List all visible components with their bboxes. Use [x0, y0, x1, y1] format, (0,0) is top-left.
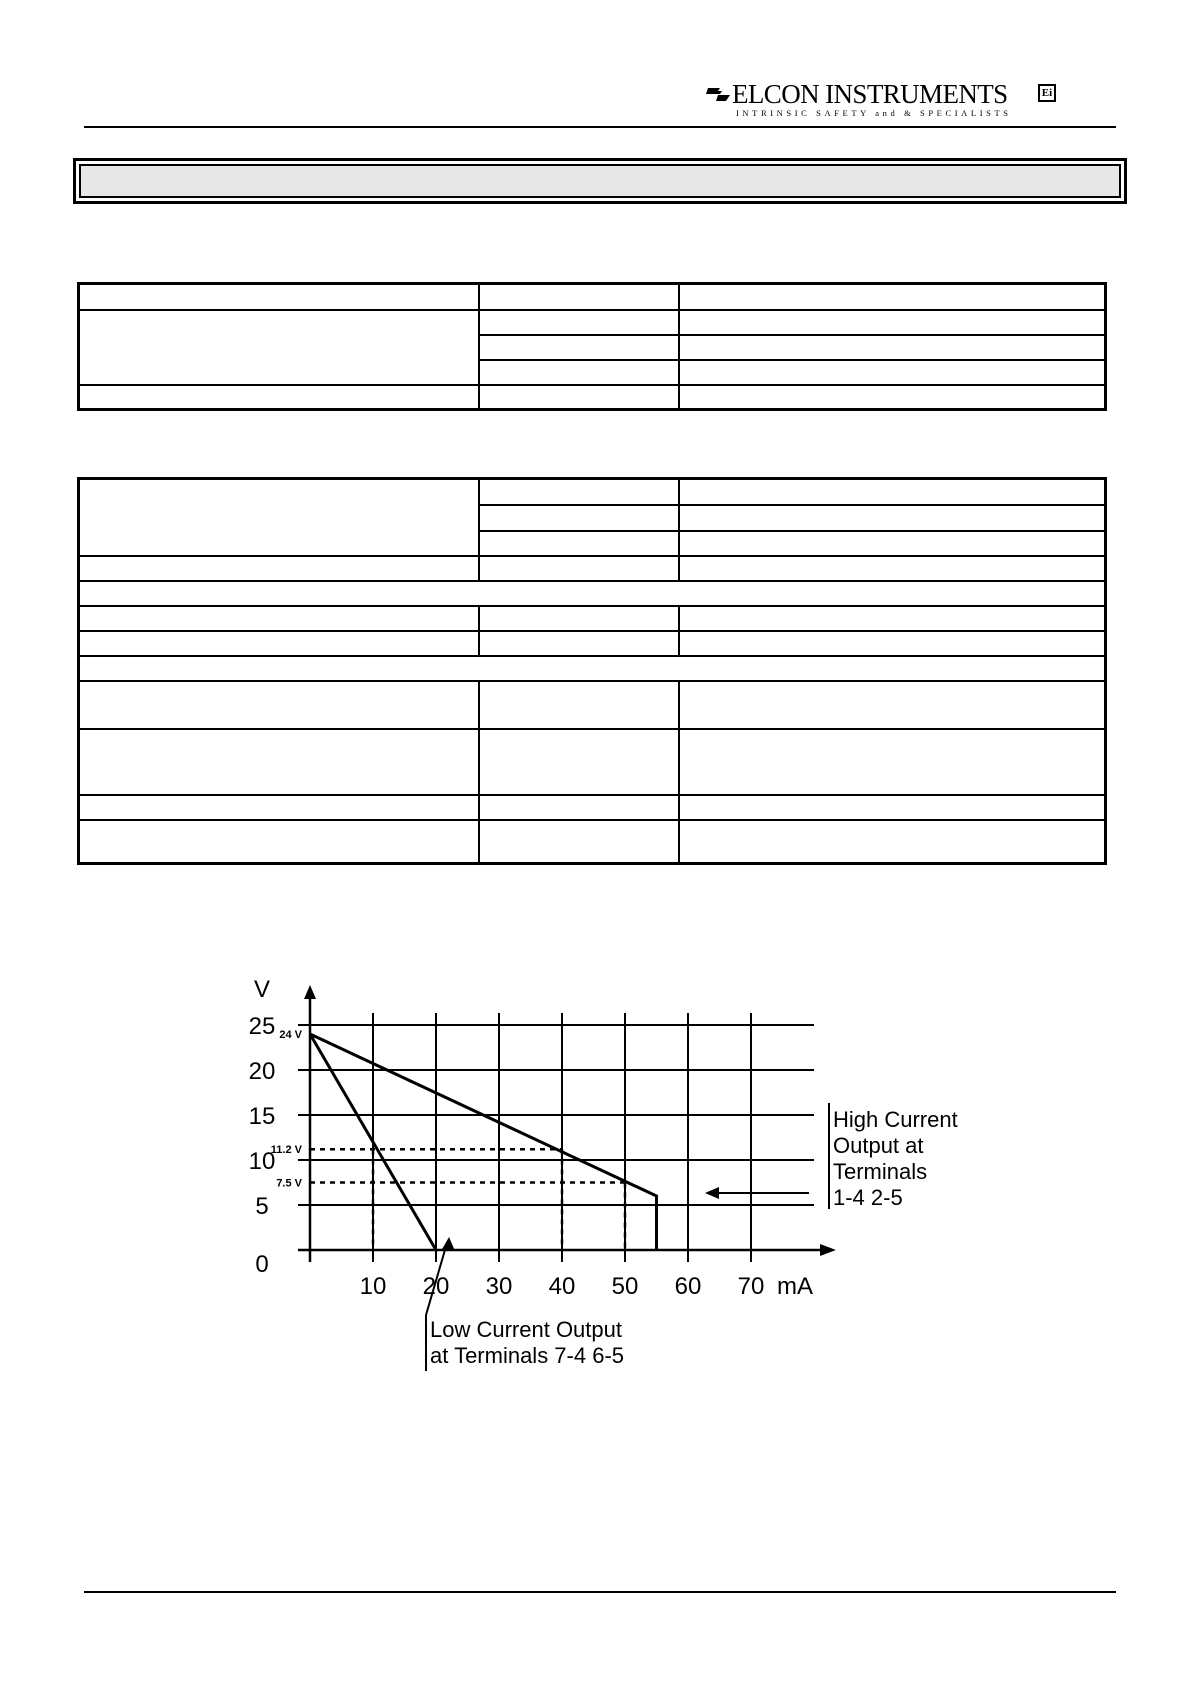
table-row [79, 556, 1106, 581]
chart-labels [249, 976, 958, 1371]
logo-mark-icon [706, 86, 730, 104]
annotation-low-current-text: Low Current Output [430, 1317, 622, 1342]
section-title-box [73, 158, 1127, 204]
annotation-high-current-text: 1-4 2-5 [833, 1185, 903, 1210]
table-row [79, 284, 1106, 310]
annotation-low-current-text: at Terminals 7-4 6-5 [430, 1343, 625, 1368]
table-row [79, 310, 1106, 335]
annotation-arrow-icon [441, 1237, 455, 1251]
x-tick-label: 10 [359, 1273, 387, 1300]
y-axis-label: V [253, 976, 271, 1003]
table-row [79, 729, 1106, 795]
header-rule [84, 126, 1116, 128]
spec-table-1 [77, 282, 1107, 411]
x-tick-label: 60 [674, 1273, 702, 1300]
y-tick-label: 20 [248, 1058, 276, 1085]
y-tick-label: 0 [255, 1251, 269, 1278]
section-title-fill [79, 164, 1121, 198]
brand-name: ELCON INSTRUMENTS [732, 79, 1008, 109]
elcon-logo [706, 80, 1058, 120]
x-axis-label: mA [777, 1273, 813, 1300]
table-row [79, 795, 1106, 820]
voltage-current-chart [205, 975, 995, 1385]
table-row [79, 581, 1106, 606]
y-tick-label: 15 [248, 1103, 276, 1130]
series-high-current-line [310, 1034, 657, 1250]
annotation-high-current-text: Output at [833, 1133, 924, 1158]
footer-rule [84, 1591, 1116, 1593]
annotation-arrow-icon [705, 1187, 719, 1199]
x-tick-label: 30 [485, 1273, 513, 1300]
reference-line-label: 7.5 V [276, 1177, 302, 1190]
table-row [79, 820, 1106, 864]
table-row [79, 656, 1106, 681]
chart-reference-lines [310, 1149, 625, 1250]
y-tick-label: 10 [248, 1148, 276, 1175]
x-tick-label: 70 [737, 1273, 765, 1300]
chart-axes [298, 985, 836, 1262]
annotation-high-current-text: High Current [833, 1107, 958, 1132]
reference-line-label: 11.2 V [270, 1144, 302, 1157]
point-label: 24 V [279, 1029, 302, 1041]
table-row [79, 631, 1106, 656]
y-axis-arrow-icon [304, 985, 316, 999]
annotation-high-current-text: Terminals [833, 1159, 928, 1184]
chart-grid [298, 1013, 814, 1262]
x-axis-arrow-icon [820, 1244, 836, 1256]
table-row [79, 606, 1106, 631]
chart-series [310, 1034, 657, 1250]
y-tick-label: 5 [255, 1193, 269, 1220]
brand-badge: Ei [1038, 84, 1056, 102]
x-tick-label: 40 [548, 1273, 576, 1300]
x-tick-label: 50 [611, 1273, 639, 1300]
table-row [79, 385, 1106, 410]
y-tick-label: 25 [248, 1013, 276, 1040]
spec-table-2 [77, 477, 1107, 865]
table-row [79, 479, 1106, 505]
brand-tagline: INTRINSIC SAFETY and & SPECIALISTS [736, 108, 1012, 118]
table-row [79, 681, 1106, 729]
x-tick-label: 20 [422, 1273, 450, 1300]
